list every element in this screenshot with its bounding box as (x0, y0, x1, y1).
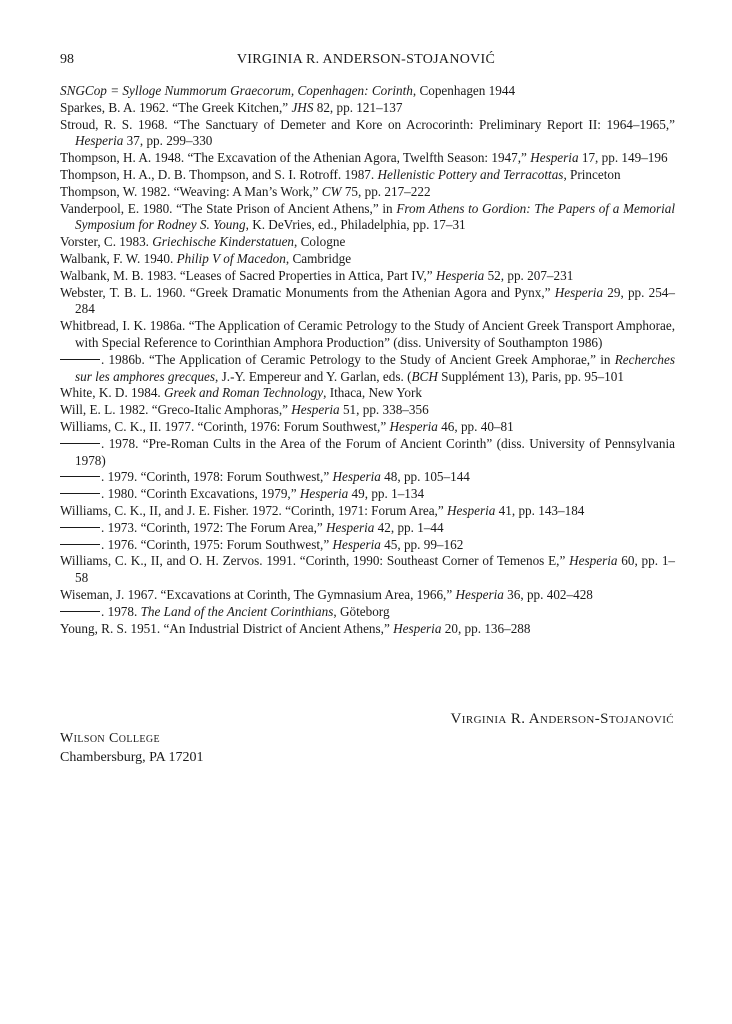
reference-title-italic: Hesperia (326, 519, 375, 535)
reference-text: Will, E. L. 1982. “Greco-Italic Amphoras,” (60, 402, 292, 418)
reference-text: 49, pp. 1–134 (348, 486, 425, 502)
reference-text: Thompson, W. 1982. “Weaving: A Man’s Work,” (60, 183, 322, 199)
reference-text: 37, pp. 299–330 (123, 133, 213, 149)
reference-title-italic: Griechische Kinderstatuen (152, 234, 295, 250)
page-header (0, 52, 732, 72)
reference-entry (60, 184, 675, 201)
reference-entry (60, 469, 675, 486)
reference-title-italic: JHS (291, 99, 314, 115)
reference-title-italic: From Athens to Gordion: The Papers of a Memorial Symposium for Rodney S. Young (75, 200, 676, 233)
reference-title-italic: Greek and Roman Technology (164, 385, 324, 401)
reference-text: 82, pp. 121–137 (313, 99, 403, 115)
reference-text: 60, pp. 1–58 (75, 553, 676, 586)
reference-entry (60, 117, 675, 151)
reference-text: Williams, C. K., II, and O. H. Zervos. 1991. “Corinth, 1990: Southeast Corner of Temenos E,” (60, 553, 570, 569)
reference-entry (60, 486, 675, 503)
reference-text: 51, pp. 338–356 (339, 402, 429, 418)
reference-text: Supplément 13), Paris, pp. 95–101 (437, 368, 624, 384)
reference-text: Walbank, M. B. 1983. “Leases of Sacred Properties in Attica, Part IV,” (60, 267, 436, 283)
reference-entry (60, 83, 675, 100)
reference-entry (60, 520, 675, 537)
author-signature: Virginia R. Anderson-Stojanović (450, 711, 674, 727)
reference-title-italic: Philip V of Macedon (176, 250, 286, 266)
reference-text: Vanderpool, E. 1980. “The State Prison of Ancient Athens,” in (60, 200, 397, 216)
reference-entry (60, 553, 675, 587)
reference-text: Thompson, H. A. 1948. “The Excavation of the Athenian Agora, Twelfth Season: 1947,” (60, 150, 531, 166)
reference-title-italic: Hellenistic Pottery and Terracottas (377, 166, 564, 182)
reference-title-italic: Hesperia (569, 553, 618, 569)
reference-text: , Ithaca, New York (323, 385, 422, 401)
reference-text: . 1986b. “The Application of Ceramic Petrology to the Study of Ancient Greek Amphorae,” in (101, 351, 615, 367)
reference-text: 52, pp. 207–231 (484, 267, 574, 283)
reference-text: . 1973. “Corinth, 1972: The Forum Area,” (101, 519, 327, 535)
reference-entry (60, 251, 675, 268)
institution-name: Wilson College (60, 731, 160, 746)
reference-entry (60, 436, 675, 470)
reference-text: Whitbread, I. K. 1986a. “The Application of Ceramic Petrology to the Study of Ancient Greek Transport Amphorae, with Special Reference to Corinthian Amphora Production” (diss. University of Southampton 1986) (60, 318, 675, 350)
reference-text: Williams, C. K., II, and J. E. Fisher. 1972. “Corinth, 1971: Forum Area,” (60, 502, 447, 518)
reference-text: , Copenhagen 1944 (412, 83, 516, 98)
reference-entry (60, 268, 675, 285)
reference-text: 48, pp. 105–144 (380, 469, 470, 485)
reference-entry (60, 419, 675, 436)
reference-text: . 1980. “Corinth Excavations, 1979,” (101, 486, 300, 502)
reference-text: White, K. D. 1984. (60, 385, 165, 401)
reference-title-italic: Hesperia (299, 486, 349, 502)
reference-title-italic: Hesperia (554, 284, 604, 300)
reference-title-italic: Hesperia (455, 586, 504, 602)
reference-title-italic: The Land of the Ancient Corinthians (140, 603, 334, 619)
reference-text: . 1976. “Corinth, 1975: Forum Southwest,” (101, 536, 333, 552)
reference-entry (60, 201, 675, 235)
reference-entry (60, 100, 675, 117)
reference-entry (60, 385, 675, 402)
reference-title-italic: BCH (411, 368, 438, 384)
reference-text: Webster, T. B. L. 1960. “Greek Dramatic Monuments from the Athenian Agora and Pynx,” (60, 284, 555, 300)
reference-title-italic: Hesperia (393, 620, 442, 636)
reference-text: , Princeton (563, 166, 621, 182)
ditto-dash (60, 611, 100, 612)
reference-title-italic: SNGCop = Sylloge Nummorum Graecorum, Copenhagen: Corinth (60, 83, 413, 98)
reference-text: , K. DeVries, ed., Philadelphia, pp. 17–31 (245, 217, 466, 233)
reference-entry (60, 503, 675, 520)
reference-text: 41, pp. 143–184 (495, 502, 585, 518)
reference-text: Walbank, F. W. 1940. (60, 250, 177, 266)
city-line: Chambersburg, PA 17201 (60, 750, 204, 765)
reference-text: 17, pp. 149–196 (578, 150, 668, 166)
reference-text: Sparkes, B. A. 1962. “The Greek Kitchen,” (60, 99, 292, 115)
reference-title-italic: CW (321, 183, 342, 199)
running-head: VIRGINIA R. ANDERSON-STOJANOVIĆ (236, 52, 496, 67)
ditto-dash (60, 359, 100, 360)
reference-text: 45, pp. 99–162 (380, 536, 464, 552)
reference-entry (60, 537, 675, 554)
reference-text: 20, pp. 136–288 (441, 620, 531, 636)
reference-entry (60, 167, 675, 184)
reference-text: Thompson, H. A., D. B. Thompson, and S. I. Rotroff. 1987. (60, 166, 378, 182)
reference-text: 42, pp. 1–44 (374, 519, 444, 535)
ditto-dash (60, 493, 100, 494)
reference-entry (60, 234, 675, 251)
reference-title-italic: Hesperia (530, 150, 579, 166)
reference-text: , Cambridge (285, 250, 352, 266)
reference-title-italic: Hesperia (291, 402, 340, 418)
author-address (60, 729, 204, 767)
reference-entry (60, 352, 675, 386)
reference-title-italic: Hesperia (389, 418, 438, 434)
reference-title-italic: Recherches sur les amphores grecques (75, 351, 675, 384)
reference-text: Stroud, R. S. 1968. “The Sanctuary of Demeter and Kore on Acrocorinth: Preliminary Report II: 1964–1965,” (60, 116, 675, 132)
reference-text: , Göteborg (333, 603, 390, 619)
reference-text: Williams, C. K., II. 1977. “Corinth, 1976: Forum Southwest,” (60, 418, 390, 434)
reference-text: Young, R. S. 1951. “An Industrial District of Ancient Athens,” (60, 620, 394, 636)
ditto-dash (60, 544, 100, 545)
reference-title-italic: Hesperia (332, 536, 381, 552)
reference-text: . 1979. “Corinth, 1978: Forum Southwest,” (101, 469, 333, 485)
reference-list (60, 83, 675, 637)
reference-entry (60, 604, 675, 621)
reference-entry (60, 402, 675, 419)
reference-text: 46, pp. 40–81 (437, 418, 514, 434)
reference-entry (60, 318, 675, 352)
reference-title-italic: Hesperia (447, 502, 496, 518)
reference-text: Wiseman, J. 1967. “Excavations at Corinth, The Gymnasium Area, 1966,” (60, 586, 456, 602)
reference-entry (60, 587, 675, 604)
reference-text: . 1978. (101, 603, 141, 619)
reference-text: Vorster, C. 1983. (60, 234, 153, 250)
reference-text: , J.-Y. Empereur and Y. Garlan, eds. ( (215, 368, 412, 384)
reference-text: 29, pp. 254–284 (75, 284, 675, 317)
reference-title-italic: Hesperia (435, 267, 485, 283)
reference-entry (60, 150, 675, 167)
ditto-dash (60, 527, 100, 528)
reference-text: . 1978. “Pre-Roman Cults in the Area of the Forum of Ancient Corinth” (diss. University of Pennsylvania 1978) (75, 435, 675, 468)
reference-title-italic: Hesperia (75, 133, 124, 149)
ditto-dash (60, 476, 100, 477)
page-number: 98 (60, 52, 74, 67)
reference-text: 75, pp. 217–222 (341, 183, 431, 199)
reference-entry (60, 285, 675, 319)
ditto-dash (60, 443, 100, 444)
reference-text: 36, pp. 402–428 (503, 586, 593, 602)
reference-title-italic: Hesperia (332, 469, 381, 485)
reference-entry (60, 621, 675, 638)
reference-text: , Cologne (294, 234, 346, 250)
